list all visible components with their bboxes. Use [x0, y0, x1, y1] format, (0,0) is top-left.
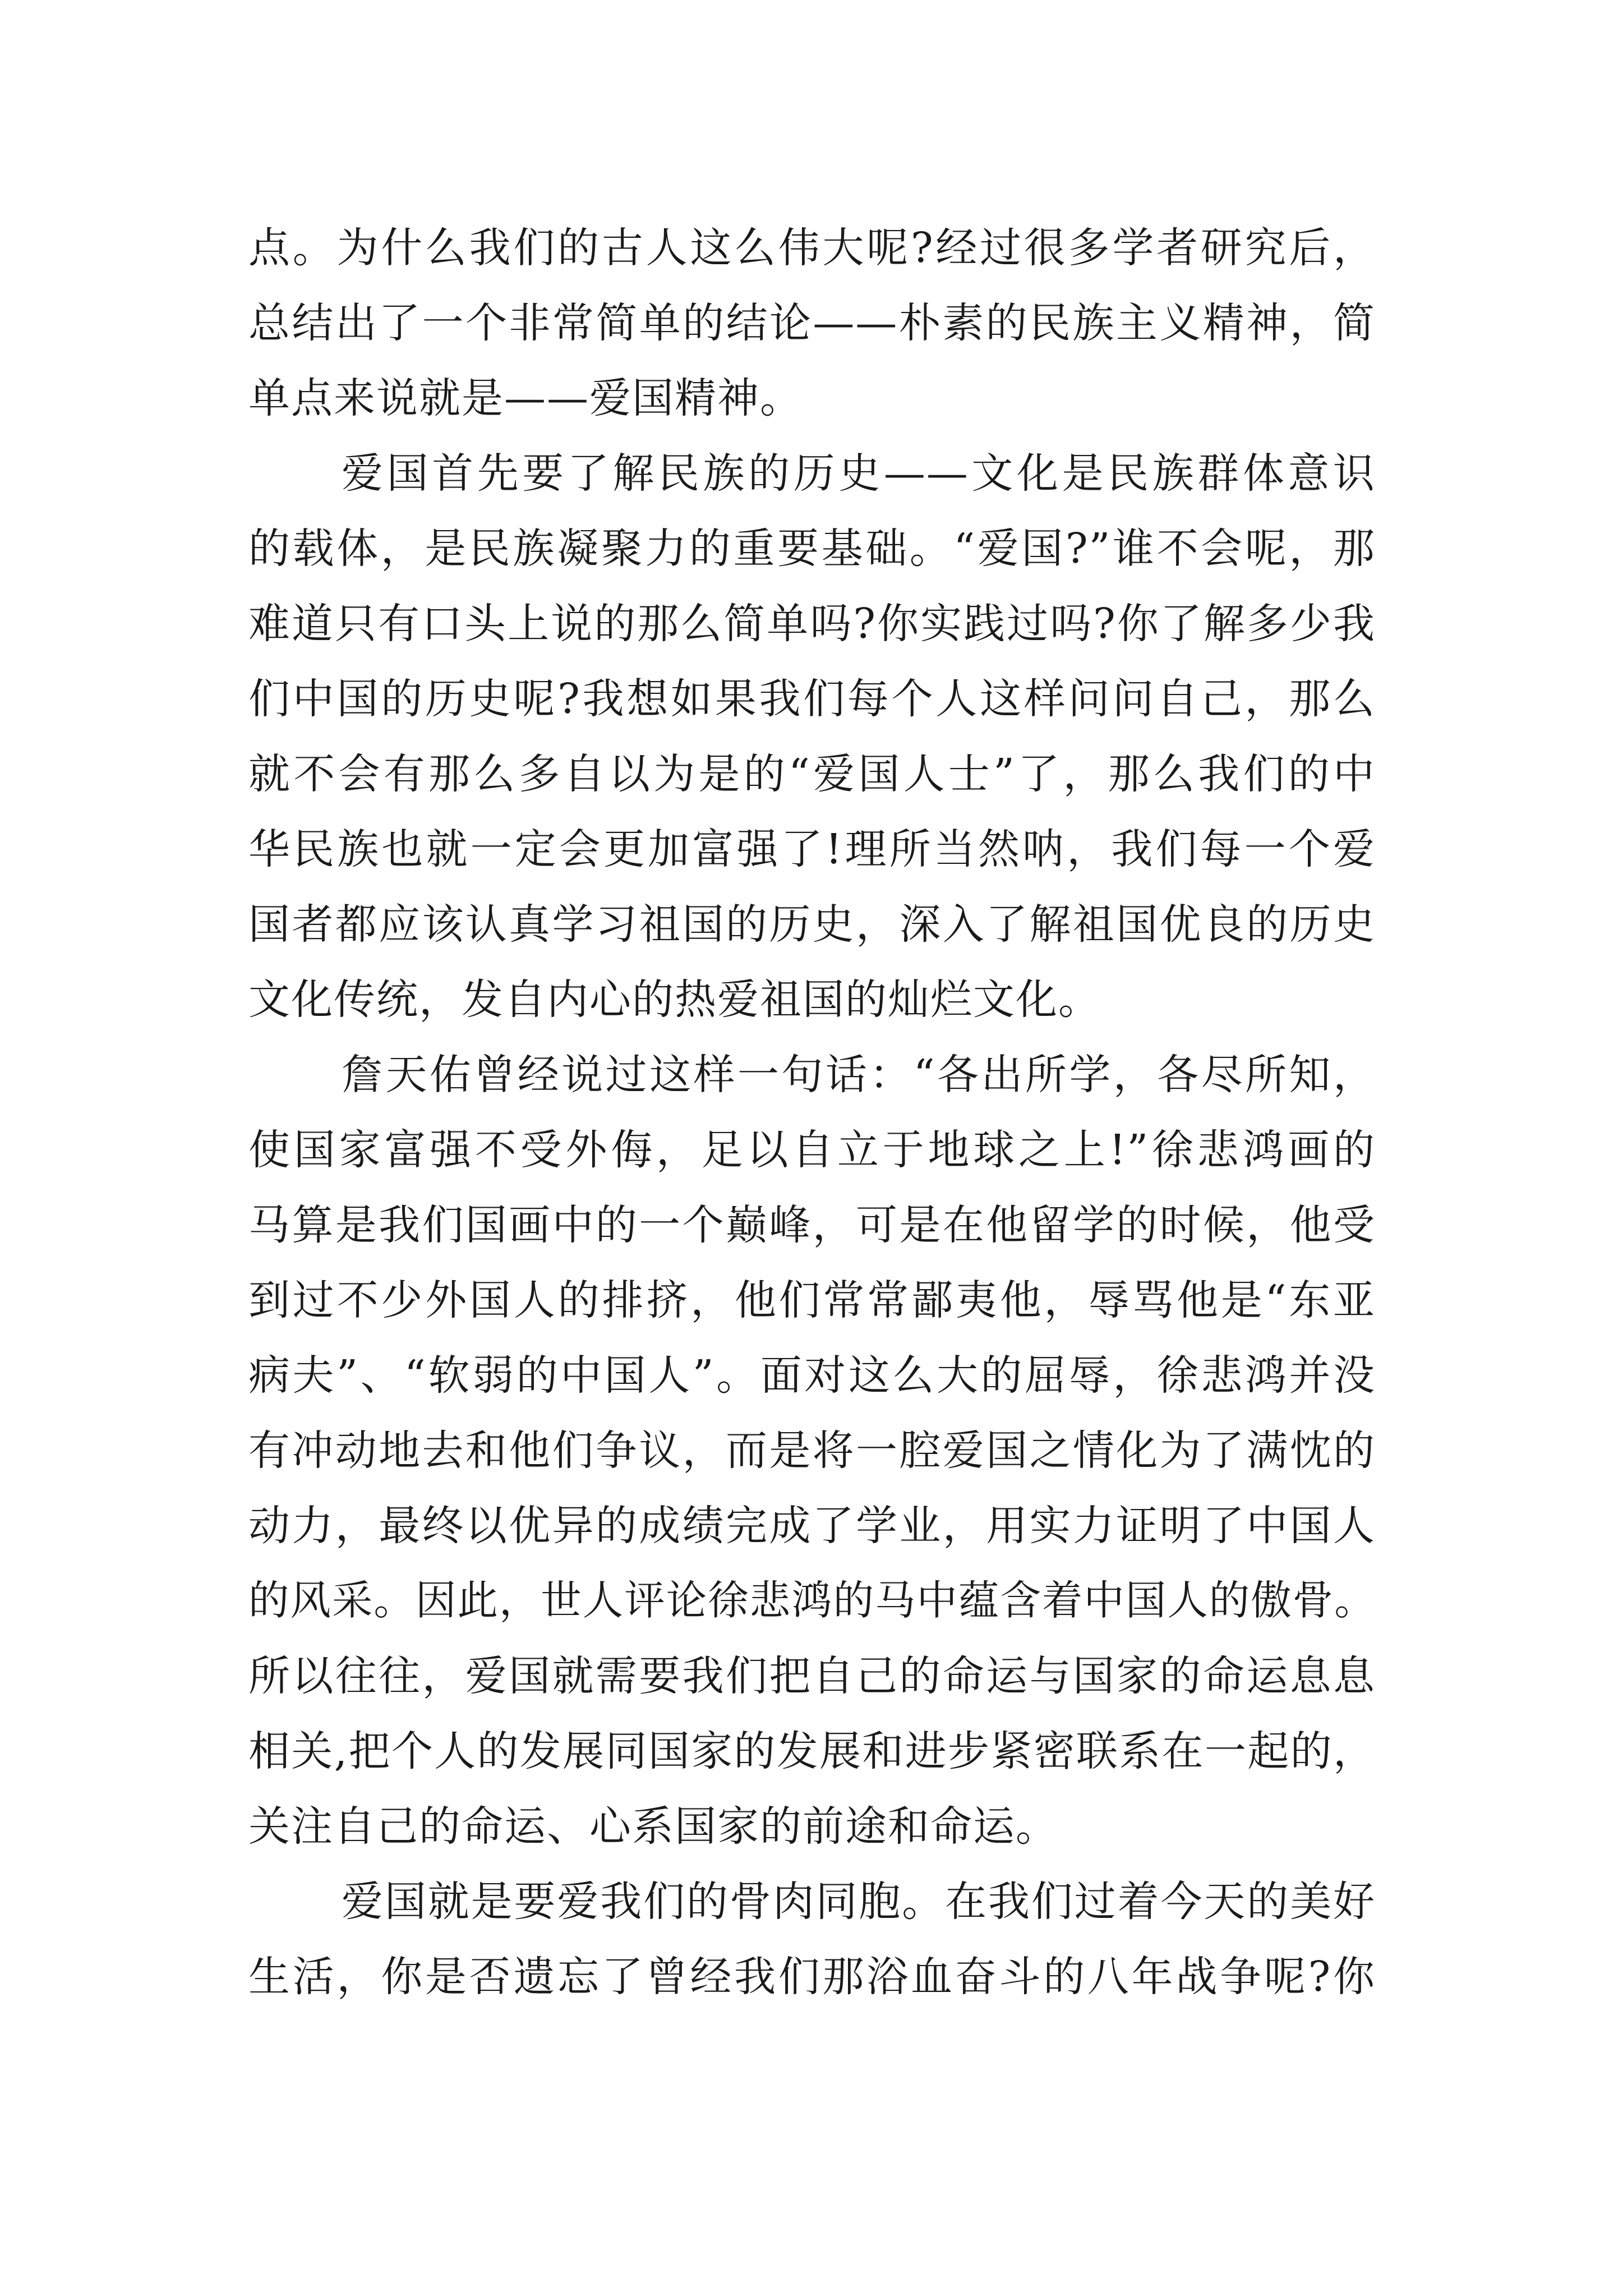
text-line: 相关,把个人的发展同国家的发展和进步紧密联系在一起的，	[248, 1727, 1376, 1775]
text-line: 关注自己的命运、心系国家的前途和命运。	[248, 1802, 1058, 1851]
text-line: 华民族也就一定会更加富强了!理所当然呐，我们每一个爱	[248, 825, 1376, 873]
text-line: 文化传统，发自内心的热爱祖国的灿烂文化。	[248, 976, 1101, 1024]
text-line: 总结出了一个非常简单的结论——朴素的民族主义精神，简	[248, 299, 1376, 347]
text-line: 的风采。因此，世人评论徐悲鸿的马中蕴含着中国人的傲骨。	[248, 1577, 1376, 1625]
text-line: 到过不少外国人的排挤，他们常常鄙夷他，辱骂他是“东亚	[248, 1276, 1376, 1324]
text-line: 国者都应该认真学习祖国的历史，深入了解祖国优良的历史	[248, 900, 1376, 949]
text-line: 有冲动地去和他们争议，而是将一腔爱国之情化为了满忱的	[248, 1427, 1376, 1475]
text-line: 爱国就是要爱我们的骨肉同胞。在我们过着今天的美好	[342, 1878, 1376, 1926]
text-line: 爱国首先要了解民族的历史——文化是民族群体意识	[342, 449, 1376, 498]
text-line: 所以往往，爱国就需要我们把自己的命运与国家的命运息息	[248, 1652, 1376, 1700]
text-line: 生活，你是否遗忘了曾经我们那浴血奋斗的八年战争呢?你	[248, 1953, 1376, 2001]
text-line: 病夫”、“软弱的中国人”。面对这么大的屈辱，徐悲鸿并没	[248, 1351, 1376, 1400]
text-line: 点。为什么我们的古人这么伟大呢?经过很多学者研究后，	[248, 224, 1376, 272]
text-line: 们中国的历史呢?我想如果我们每个人这样问问自己，那么	[248, 675, 1376, 723]
body-text	[248, 210, 1376, 2014]
text-line: 难道只有口头上说的那么简单吗?你实践过吗?你了解多少我	[248, 600, 1376, 648]
text-line: 的载体，是民族凝聚力的重要基础。“爱国?”谁不会呢，那	[248, 524, 1376, 573]
text-line: 单点来说就是——爱国精神。	[248, 374, 803, 422]
text-line: 就不会有那么多自以为是的“爱国人士”了，那么我们的中	[248, 750, 1376, 798]
text-line: 使国家富强不受外侮，足以自立于地球之上!”徐悲鸿画的	[248, 1126, 1376, 1174]
text-line: 詹天佑曾经说过这样一句话：“各出所学，各尽所知，	[342, 1051, 1376, 1099]
text-line: 马算是我们国画中的一个巅峰，可是在他留学的时候，他受	[248, 1201, 1376, 1249]
text-line: 动力，最终以优异的成绩完成了学业，用实力证明了中国人	[248, 1502, 1376, 1550]
